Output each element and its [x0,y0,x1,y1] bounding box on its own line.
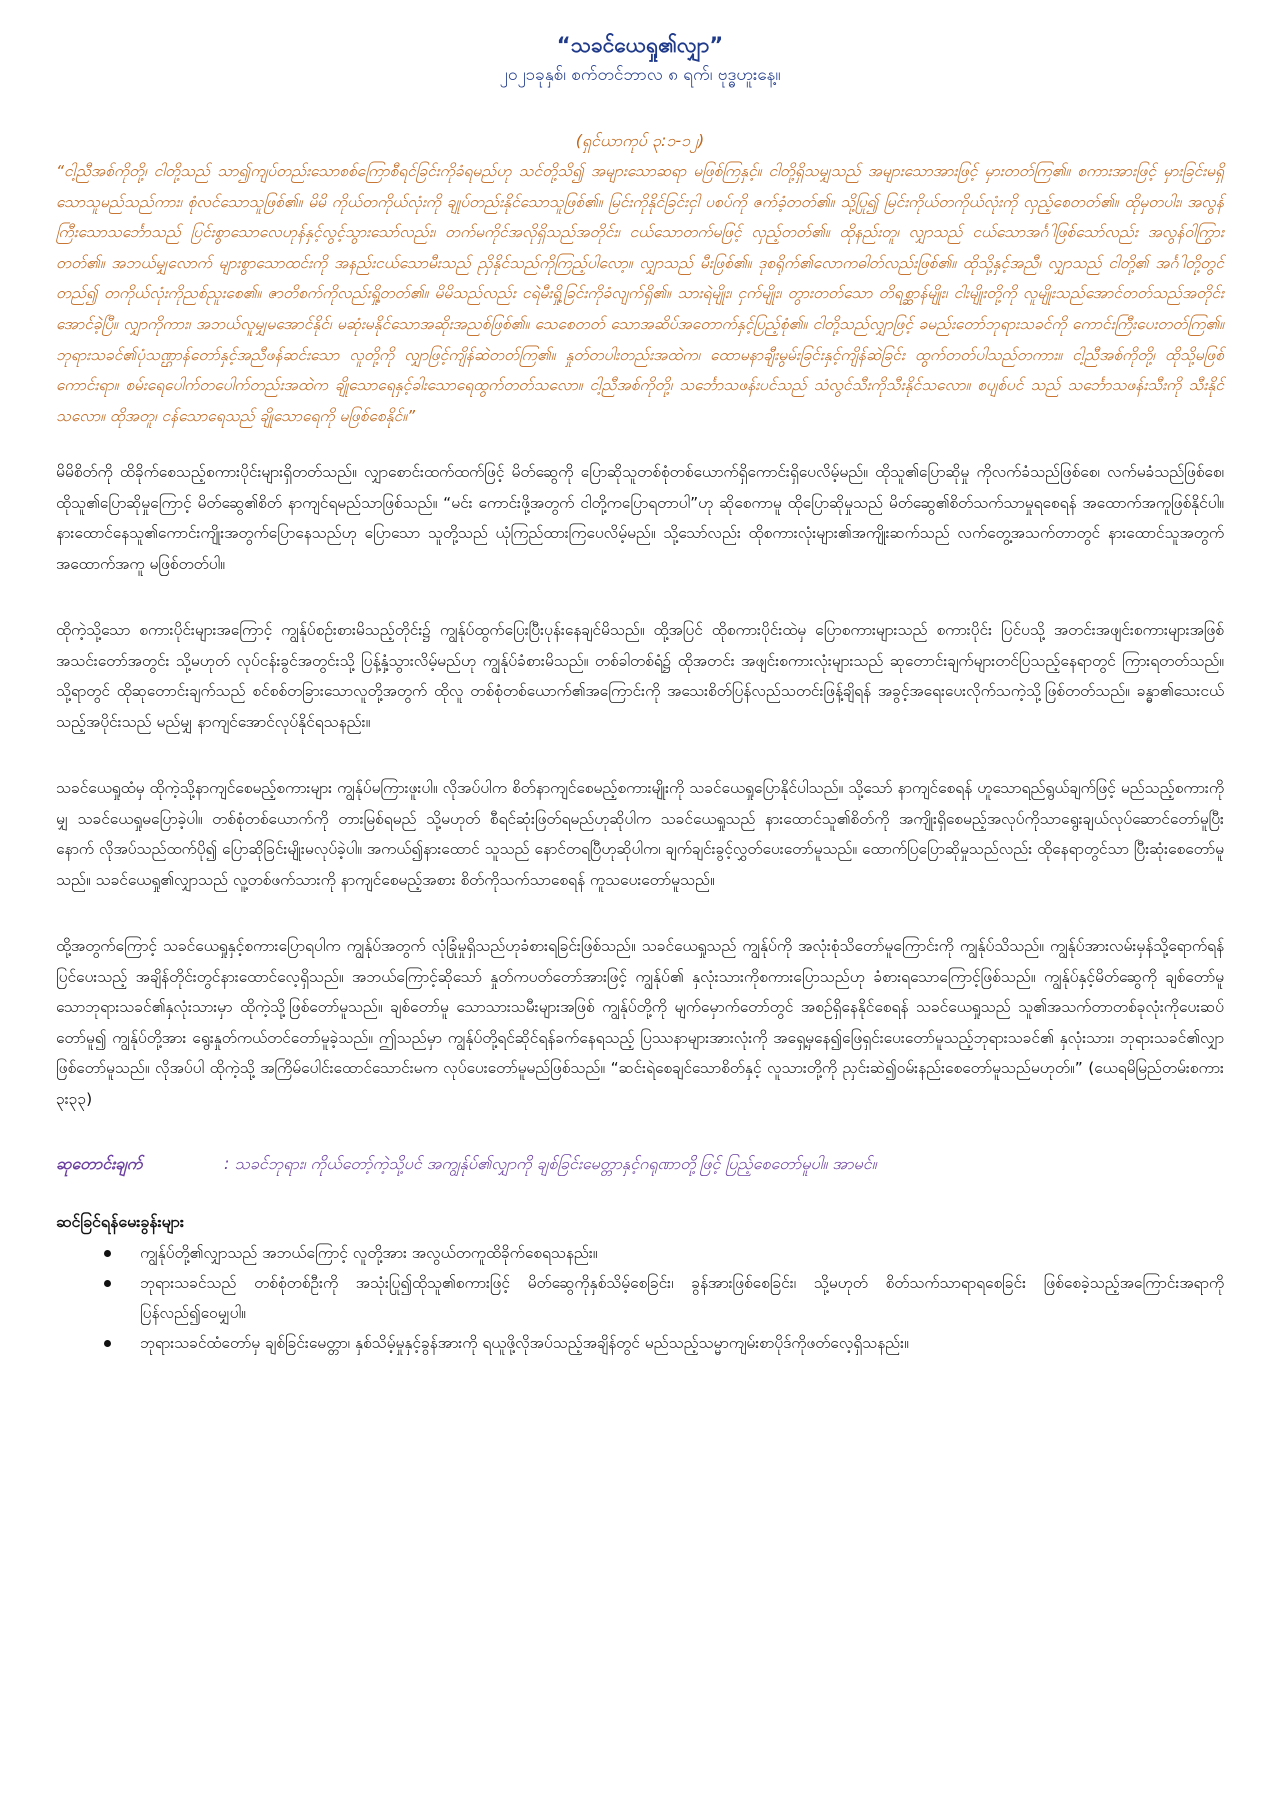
page-title: “သခင်ယေရှု၏လျှာ” [556,33,724,57]
body-paragraph-4: ထို့အတွက်ကြောင့် သခင်ယေရှုနှင့်စကားပြောရပါက ကျွန်ုပ်အတွက် လုံခြုံမှုရှိသည်ဟုခံစားရခြင်းဖြစ်သည်။ သခင်ယေရှုသည် ကျွန်ုပ်ကို အလုံးစုံသိတော်မူကြောင်းကို ကျွန်ုပ်သိသည်။ ကျွန်ုပ်အားလမ်းမှန်သို့ရောက်ရန်ပြင်ပေးသည့် အချိန်တိုင်းတွင်နားထောင်လေ့ရှိသည်။ အဘယ်ကြောင့်ဆိုသော် နှုတ်ကပတ်တော်အားဖြင့် ကျွန်ုပ်၏ နှလုံးသားကိုစကားပြောသည်ဟု ခံစားရသောကြောင့်ဖြစ်သည်။ ကျွန်ုပ်နှင့်မိတ်ဆွေကို ချစ်တော်မူသောဘုရားသခင်၏နှလုံးသားမှာ ထိုကဲ့သို့ဖြစ်တော်မူသည်။ ချစ်တော်မူ သောသားသမီးများအဖြစ် ကျွန်ုပ်တို့ကို မျက်မှောက်တော်တွင် အစဉ်ရှိနေနိုင်စေရန် သခင်ယေရှုသည် သူ၏အသက်တာတစ်ခုလုံးကိုပေးဆပ်တော်မူ၍ ကျွန်ုပ်တို့အား ရွေးနှုတ်ကယ်တင်တော်မူခဲ့သည်။ ဤသည်မှာ ကျွန်ုပ်တို့ရင်ဆိုင်ရန်ခက်နေရသည့် ပြဿနာများအားလုံးကို အရှေ့မှနေ၍ဖြေရှင်းပေးတော်မူသည့်ဘုရားသခင်၏ နှလုံးသား၊ ဘုရားသခင်၏လျှာဖြစ်တော်မူသည်။ လိုအပ်ပါ ထိုကဲ့သို့ အကြိမ်ပေါင်းထောင်သောင်းမက လုပ်ပေးတော်မူမည်ဖြစ်သည်။ “ဆင်းရဲစေချင်သောစိတ်နှင့် လူသားတို့ကို ညှင်းဆဲ၍ဝမ်းနည်းစေတော်မူသည်မဟုတ်။” (ယေရမိမြည်တမ်းစကား ၃း၃၃) [56,937,1224,1108]
list-item [104,1238,1224,1268]
prayer-text: : သခင်ဘုရား၊ ကိုယ်တော့်ကဲ့သို့ပင် အကျွန်ုပ်၏လျှာကို ချစ်ခြင်းမေတ္တာနှင့်ဂရုဏာတို့ဖြင့် ပြည့်စေတော်မူပါ။ အာမင်။ [224,1154,877,1174]
body-paragraph-1: မိမိစိတ်ကို ထိခိုက်စေသည့်စကားပိုင်းများရှိတတ်သည်။ လျှာစောင်းထက်ထက်ဖြင့် မိတ်ဆွေကို ပြောဆိုသူတစ်စုံတစ်ယောက်ရှိကောင်းရှိပေလိမ့်မည်။ ထိုသူ၏ပြောဆိုမှု ကိုလက်ခံသည်ဖြစ်စေ၊ လက်မခံသည်ဖြစ်စေ၊ ထိုသူ၏ပြောဆိုမှုကြောင့် မိတ်ဆွေ၏စိတ် နာကျင်ရမည်သာဖြစ်သည်။ “မင်း ကောင်းဖို့အတွက် ငါတို့ကပြောရတာပါ”ဟု ဆိုစေကာမူ ထိုပြောဆိုမှုသည် မိတ်ဆွေ၏စိတ်သက်သာမှုရစေရန် အထောက်အကူဖြစ်နိုင်ပါ။ နားထောင်နေသူ၏ကောင်းကျိုးအတွက်ပြောနေသည်ဟု ပြောသော သူတို့သည် ယုံကြည်ထားကြပေလိမ့်မည်။ သို့သော်လည်း ထိုစကားလုံးများ၏အကျိုးဆက်သည် လက်တွေ့အသက်တာတွင် နားထောင်သူအတွက် အထောက်အကူ မဖြစ်တတ်ပါ။ [56,463,1224,573]
bullet-icon [104,1280,111,1287]
question-text: ကျွန်ုပ်တို့၏လျှာသည် အဘယ်ကြောင့် လူတို့အား အလွယ်တကူထိခိုက်စေရသနည်း။ [140,1244,598,1263]
scripture-reference: (ရှင်ယာကုပ် ၃:၁-၁၂) [575,131,705,150]
body-paragraph-2: ထိုကဲ့သို့သော စကားပိုင်းများအကြောင့် ကျွန်ုပ်စဉ်းစားမိသည့်တိုင်း၌ ကျွန်ုပ်ထွက်ပြေးပြီးပုန်းနေချင်မိသည်။ ထို့အပြင် ထိုစကားပိုင်းထဲမှ ပြောစကားများသည် စကားပိုင်း ပြင်ပသို့ အတင်းအဖျင်းစကားများအဖြစ် အသင်းတော်အတွင်း သို့မဟုတ် လုပ်ငန်းခွင်အတွင်းသို့ ပြန့်နှံ့သွားလိမ့်မည်ဟု ကျွန်ုပ်ခံစားမိသည်။ တစ်ခါတစ်ရံ၌ ထိုအတင်း အဖျင်းစကားလုံးများသည် ဆုတောင်းချက်များတင်ပြသည့်နေရာတွင် ကြားရတတ်သည်။ သို့ရာတွင် ထိုဆုတောင်းချက်သည် စင်စစ်တခြားသောလူတို့အတွက် ထိုလူ တစ်စုံတစ်ယောက်၏အကြောင်းကို အသေးစိတ်ပြန်လည်သတင်းဖြန့်ချိရန် အခွင့်အရေးပေးလိုက်သကဲ့သို့ဖြစ်တတ်သည်။ ခန္ဓာ၏သေးငယ်သည့်အပိုင်းသည် မည်မျှ နာကျင်အောင်လုပ်နိုင်ရသနည်း။ [56,621,1224,731]
list-item [104,1328,1224,1358]
question-text: ဘုရားသခင်သည် တစ်စုံတစ်ဦးကို အသုံးပြု၍ထိုသူ၏စကားဖြင့် မိတ်ဆွေကိုနှစ်သိမ့်စေခြင်း၊ ခွန်အားဖြစ်စေခြင်း၊ သို့မဟုတ် စိတ်သက်သာရာရစေခြင်း ဖြစ်စေခဲ့သည့်အကြောင်းအရာကို ပြန်လည်၍ဝေမျှပါ။ [140,1274,1224,1323]
prayer-section [56,1150,1224,1178]
questions-list [56,1238,1224,1358]
body-paragraph-3: သခင်ယေရှုထံမှ ထိုကဲ့သို့နာကျင်စေမည့်စကားများ ကျွန်ုပ်မကြားဖူးပါ။ လိုအပ်ပါက စိတ်နာကျင်စေမည့်စကားမျိုးကို သခင်ယေရှုပြောနိုင်ပါသည်။ သို့သော် နာကျင်စေရန် ဟူသောရည်ရွယ်ချက်ဖြင့် မည်သည့်စကားကိုမျှ သခင်ယေရှုမပြောခဲ့ပါ။ တစ်စုံတစ်ယောက်ကို တားမြစ်ရမည် သို့မဟုတ် စီရင်ဆုံးဖြတ်ရမည်ဟုဆိုပါက သခင်ယေရှုသည် နားထောင်သူ၏စိတ်ကို အကျိုးရှိစေမည့်အလုပ်ကိုသာရွေးချယ်လုပ်ဆောင်တော်မူပြီးနောက် လိုအပ်သည်ထက်ပို၍ ပြောဆိုခြင်းမျိုးမလုပ်ခဲ့ပါ။ အကယ်၍နားထောင် သူသည် နောင်တရပြီဟုဆိုပါက၊ ချက်ချင်းခွင့်လွှတ်ပေးတော်မူသည်။ ထောက်ပြပြောဆိုမှုသည်လည်း ထိုနေရာတွင်သာ ပြီးဆုံးစေတော်မူသည်။ သခင်ယေရှု၏လျှာသည် လူ့တစ်ဖက်သားကို နာကျင်စေမည့်အစား စိတ်ကိုသက်သာစေရန် ကူသပေးတော်မူသည်။ [56,779,1224,889]
list-item [104,1268,1224,1328]
questions-heading: ဆင်ခြင်ရန်မေးခွန်းများ [56,1212,184,1232]
scripture-passage: “ငါ့ညီအစ်ကိုတို့၊ ငါတို့သည် သာ၍ကျပ်တည်းသောစစ်ကြောစီရင်ခြင်းကိုခံရမည်ဟု သင်တို့သိ၍ အများသောဆရာ မဖြစ်ကြနှင့်။ ငါတို့ရှိသမျှသည် အများသောအားဖြင့် မှားတတ်ကြ၏။ စကားအားဖြင့် မှားခြင်းမရှိသောသူမည်သည်ကား၊ စုံလင်သောသူဖြစ်၏။ မိမိ ကိုယ်တကိုယ်လုံးကို ချုပ်တည်းနိုင်သောသူဖြစ်၏။ မြင်းကိုနိုင်ခြင်းငှါ ပစပ်ကို ဇက်ခံ့တတ်၏။ သို့ပြု၍ မြင်းကိုယ်တကိုယ်လုံးကို လှည့်စေတတ်၏။ ထိုမှတပါး၊ အလွန်ကြီးသောသင်္ဘောသည် ပြင်းစွာသောလေဟုန်နှင့်လွင့်သွားသော်လည်း၊ တက်မကိုင်အလိုရှိသည်အတိုင်း၊ ငယ်သောတက်မဖြင့် လှည့်တတ်၏။ ထိုနည်းတူ၊ လျှာသည် ငယ်သောအင်္ဂါဖြစ်သော်လည်း အလွန်ဝါကြွားတတ်၏။ အဘယ်မျှလောက် များစွာသောထင်းကို အနည်းငယ်သောမီးသည် ညှိနိုင်သည်ကိုကြည့်ပါလော့။ လျှာသည် မီးဖြစ်၏။ ဒုစရိုက်၏လောကဓါတ်လည်းဖြစ်၏။ ထိုသို့နှင့်အညီ၊ လျှာသည် ငါတို့၏ အင်္ဂါတို့တွင်တည်၍ တကိုယ်လုံးကိုညစ်ညူးစေ၏။ ဇာတိစက်ကိုလည်းရှို့တတ်၏။ မိမိသည်လည်း ငရဲမီးရှို့ခြင်းကိုခံလျက်ရှိ၏။ သားရဲမျိုး၊ ငှက်မျိုး၊ တွားတတ်သော တိရစ္ဆာန်မျိုး၊ ငါးမျိုးတို့ကို လူမျိုးသည်အောင်တတ်သည်အတိုင်းအောင်ခဲ့ပြီ။ လျှာကိုကား၊ အဘယ်လူမျှမအောင်နိုင်၊ မဆုံးမနိုင်သောအဆိုးအညစ်ဖြစ်၏။ သေစေတတ် သောအဆိပ်အတောက်နှင့်ပြည့်စုံ၏။ ငါတို့သည်လျှာဖြင့် ခမည်းတော်ဘုရားသခင်ကို ကောင်းကြီးပေးတတ်ကြ၏။ ဘုရားသခင်၏ပုံသဏ္ဌာန်တော်နှင့်အညီဖန်ဆင်းသော လူတို့ကို လျှာဖြင့်ကျိန်ဆဲတတ်ကြ၏။ နှုတ်တပါးတည်းအထဲက၊ ထောမနာချီးမွမ်းခြင်းနှင့်ကျိန်ဆဲခြင်း ထွက်တတ်ပါသည်တကား။ ငါ့ညီအစ်ကိုတို့၊ ထိုသို့မဖြစ်ကောင်းရာ။ စမ်းရေပေါက်တပေါက်တည်းအထဲက ချိုသောရေနှင့်ခါးသောရေထွက်တတ်သလော။ ငါ့ညီအစ်ကိုတို့၊ သင်္ဘောသဖန်းပင်သည် သံလွင်သီးကိုသီးနိုင်သလော။ စပျစ်ပင် သည် သင်္ဘောသဖန်းသီးကို သီးနိုင်သလော။ ထိုအတူ၊ ငန်သောရေသည် ချိုသောရေကို မဖြစ်စေနိုင်။” [56,162,1224,425]
bullet-icon [104,1250,111,1257]
prayer-label: ဆုတောင်းချက် [56,1154,143,1174]
date-line: ၂၀၂၁ခုနှစ်၊ စက်တင်ဘာလ ၈ ရက်၊ ဗုဒ္ဓဟူးနေ့။ [499,65,781,85]
bullet-icon [104,1340,111,1347]
question-text: ဘုရားသခင်ထံတော်မှ ချစ်ခြင်းမေတ္တာ၊ နှစ်သိမ့်မှုနှင့်ခွန်အားကို ရယူဖို့လိုအပ်သည့်အချိန်တွင် မည်သည့်သမ္မာကျမ်းစာပိုဒ်ကိုဖတ်လေ့ရှိသနည်း။ [140,1334,909,1353]
